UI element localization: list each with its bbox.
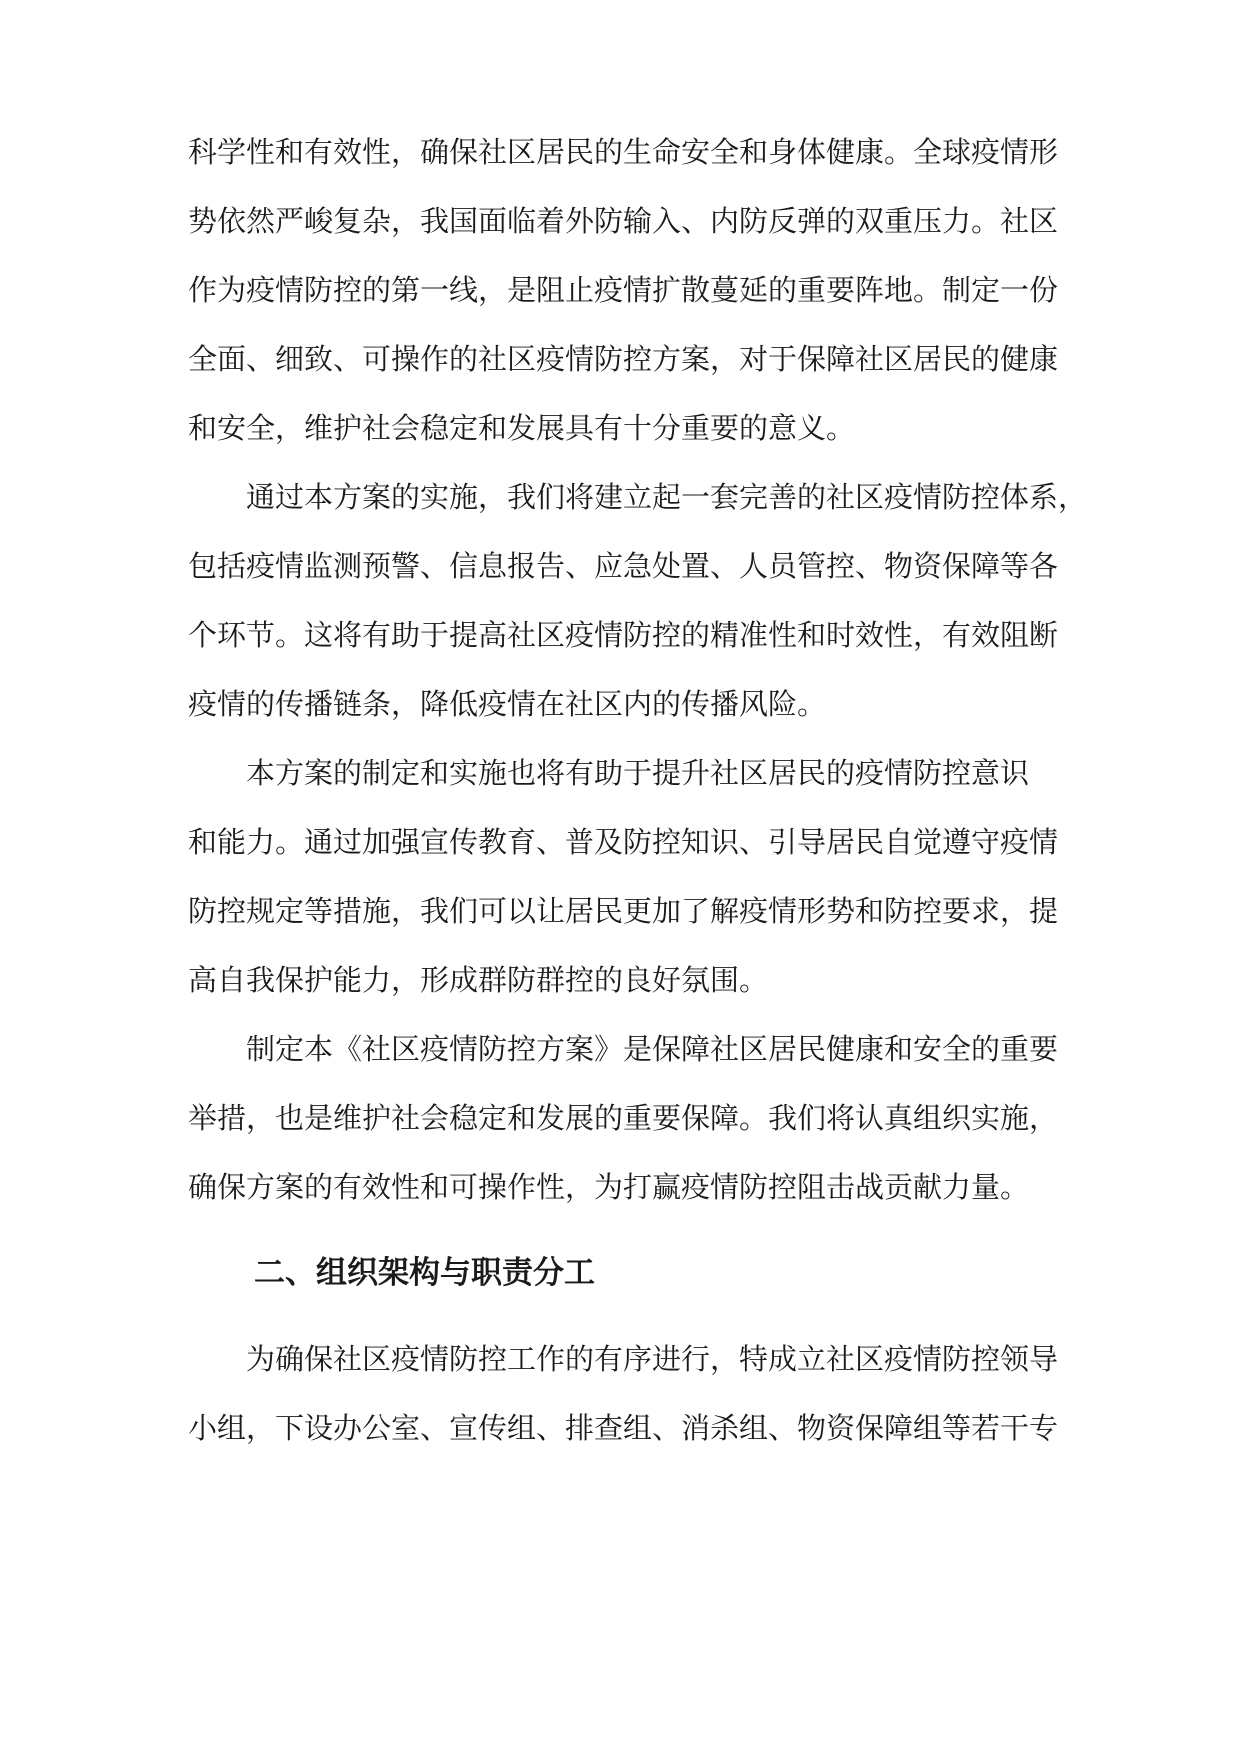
paragraph-line: 和安全，维护社会稳定和发展具有十分重要的意义。 bbox=[188, 411, 856, 445]
paragraph-line: 防控规定等措施，我们可以让居民更加了解疫情形势和防控要求，提 bbox=[188, 894, 1059, 928]
paragraph-line: 和能力。通过加强宣传教育、普及防控知识、引导居民自觉遵守疫情 bbox=[188, 825, 1059, 859]
section-heading: 二、组织架构与职责分工 bbox=[254, 1255, 595, 1291]
paragraph-line: 小组，下设办公室、宣传组、排查组、消杀组、物资保障组等若干专 bbox=[188, 1411, 1059, 1445]
paragraph-line: 作为疫情防控的第一线，是阻止疫情扩散蔓延的重要阵地。制定一份 bbox=[188, 273, 1059, 307]
paragraph-line: 确保方案的有效性和可操作性，为打赢疫情防控阻击战贡献力量。 bbox=[188, 1170, 1030, 1204]
paragraph-line: 疫情的传播链条，降低疫情在社区内的传播风险。 bbox=[188, 687, 827, 721]
paragraph-line: 举措，也是维护社会稳定和发展的重要保障。我们将认真组织实施， bbox=[188, 1101, 1059, 1135]
paragraph-line: 全面、细致、可操作的社区疫情防控方案，对于保障社区居民的健康 bbox=[188, 342, 1059, 376]
paragraph-line: 科学性和有效性，确保社区居民的生命安全和身体健康。全球疫情形 bbox=[188, 135, 1059, 169]
paragraph-line: 本方案的制定和实施也将有助于提升社区居民的疫情防控意识 bbox=[246, 756, 1030, 790]
paragraph-line: 包括疫情监测预警、信息报告、应急处置、人员管控、物资保障等各 bbox=[188, 549, 1059, 583]
paragraph-line: 高自我保护能力，形成群防群控的良好氛围。 bbox=[188, 963, 769, 997]
paragraph-line: 通过本方案的实施，我们将建立起一套完善的社区疫情防控体系， bbox=[246, 480, 1088, 514]
paragraph-line: 势依然严峻复杂，我国面临着外防输入、内防反弹的双重压力。社区 bbox=[188, 204, 1059, 238]
paragraph-line: 个环节。这将有助于提高社区疫情防控的精准性和时效性，有效阻断 bbox=[188, 618, 1059, 652]
paragraph-line: 制定本《社区疫情防控方案》是保障社区居民健康和安全的重要 bbox=[246, 1032, 1059, 1066]
paragraph-line: 为确保社区疫情防控工作的有序进行，特成立社区疫情防控领导 bbox=[246, 1342, 1059, 1376]
